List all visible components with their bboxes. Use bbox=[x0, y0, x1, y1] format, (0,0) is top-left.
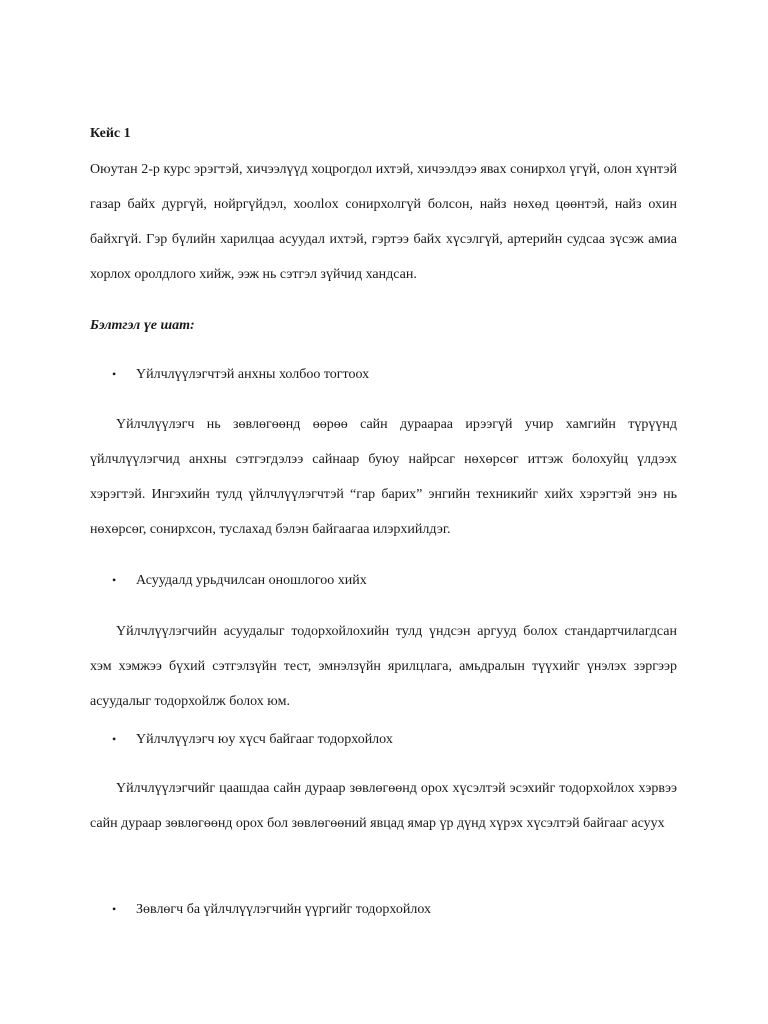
bullet-item-roles bbox=[112, 892, 431, 927]
bullet-marker: • bbox=[112, 367, 117, 381]
bullet-item-diagnosis bbox=[112, 563, 367, 598]
bullet-label: Зөвлөгч ба үйлчлүүлэгчийн үүргийг тодорхойлох bbox=[136, 902, 432, 917]
bullet-label: Үйлчлүүлэгчтэй анхны холбоо тогтоох bbox=[136, 367, 370, 382]
bullet-label: Үйлчлүүлэгч юу хүсч байгааг тодорхойлох bbox=[136, 732, 393, 747]
paragraph-client-wishes: Үйлчлүүлэгчийг цаашдаа сайн дураар зөвлөгөөнд орох хүсэлтэй эсэхийг тодорхойлох хэрвээ сайн дураар зөвлөгөөнд орох бол зөвлөгөөний явцад ямар үр дүнд хүрэх хүсэлтэй байгааг асуух bbox=[90, 781, 677, 831]
paragraph-diagnosis: Үйлчлүүлэгчийн асуудалыг тодорхойлохийн тулд үндсэн аргууд болох стандартчилагдсан хэм хэмжээ бүхий сэтгэлзүйн тест, эмнэлзүйн ярилцлага, амьдралын түүхийг үнэлэх зэргээр асуудалыг тодорхойлж болох юм. bbox=[90, 624, 677, 709]
case-title: Кейс 1 bbox=[90, 126, 131, 141]
bullet-item-first-contact bbox=[112, 357, 369, 392]
bullet-label: Асуудалд урьдчилсан оношлогоо хийх bbox=[136, 573, 367, 588]
stage-heading: Бэлтгэл үе шат: bbox=[90, 318, 195, 333]
bullet-item-client-wishes bbox=[112, 722, 393, 757]
bullet-marker: • bbox=[112, 902, 117, 916]
paragraph-first-contact: Үйлчлүүлэгч нь зөвлөгөөнд өөрөө сайн дураараа ирээгүй учир хамгийн түрүүнд үйлчлүүлэгчид анхны сэтгэгдэлээ сайнаар буюу найрсаг нөхөрсөг иттэж болохуйц үлдээх хэрэгтэй. Ингэхийн тулд үйлчлүүлэгчтэй “гар барих” энгийн техникийг хийх хэрэгтэй энэ нь нөхөрсөг, сонирхсон, туслахад бэлэн байгаагаа илэрхийлдэг. bbox=[90, 417, 677, 537]
bullet-marker: • bbox=[112, 732, 117, 746]
intro-paragraph: Оюутан 2-р курс эрэгтэй, хичээлүүд хоцрогдол ихтэй, хичээлдээ явах сонирхол үгүй, олон хүнтэй газар байх дургүй, нойргүйдэл, хоолloх сонирхолгүй болсон, найз нөхөд цөөнтэй, найз охин байхгүй. Гэр бүлийн харилцаа асуудал ихтэй, гэртээ байх хүсэлгүй, артерийн судсаа зүсэж амиа хорлох оролдлого хийж, ээж нь сэтгэл зүйчид хандсан. bbox=[90, 162, 677, 282]
bullet-marker: • bbox=[112, 573, 117, 587]
